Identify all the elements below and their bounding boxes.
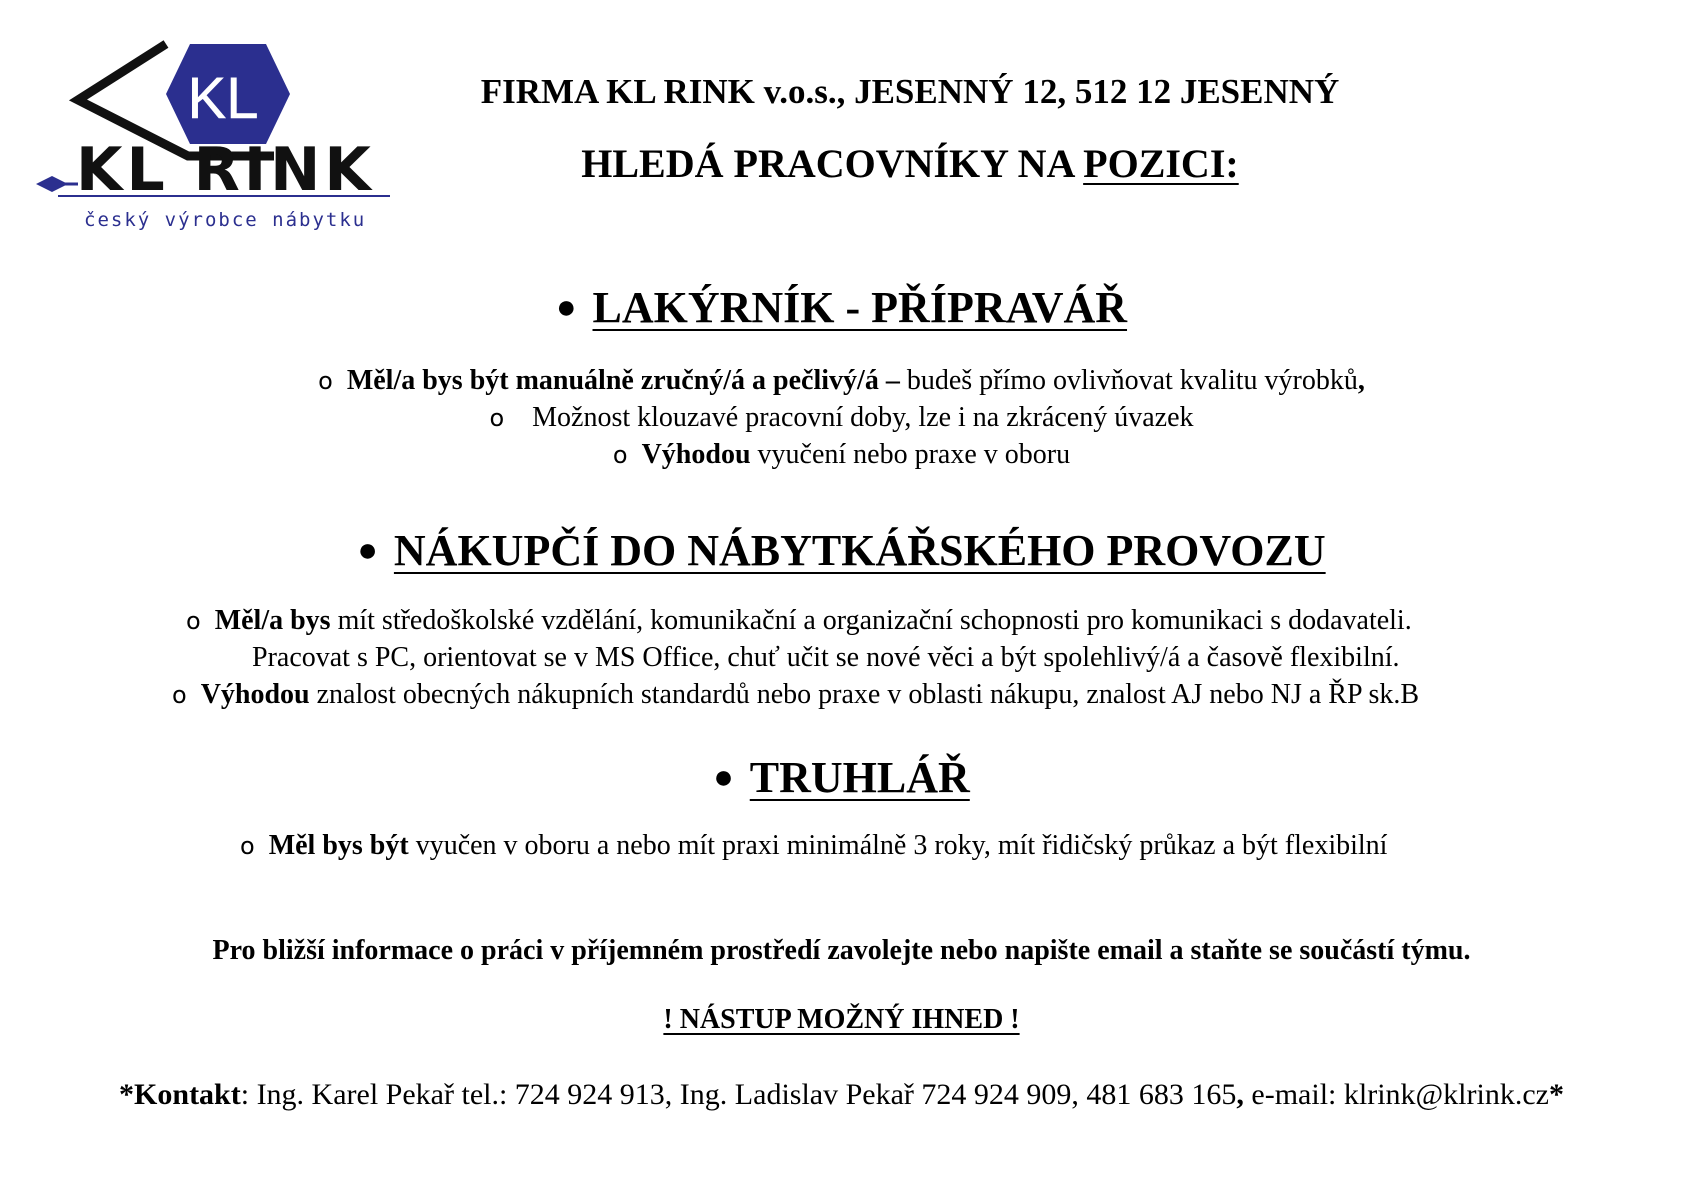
circle-bullet-icon: o — [318, 367, 333, 395]
info-text: Pro bližší informace o práci v příjemném prostředí zavolejte nebo napište email a staňte se součástí týmu. — [212, 935, 1471, 966]
company-address: FIRMA KL RINK v.o.s., JESENNÝ 12, 512 12 JESENNÝ — [480, 72, 1340, 111]
position-1-line-3: o Výhodou vyučení nebo praxe v oboru — [612, 439, 1071, 470]
logo-name: KL RINK — [76, 135, 375, 205]
circle-bullet-icon: o — [612, 441, 628, 469]
logo-monogram: KL — [187, 66, 259, 131]
circle-bullet-icon: o — [240, 832, 255, 860]
seeking-heading — [455, 140, 1365, 187]
company-logo — [18, 30, 418, 240]
bullet-icon: ● — [713, 759, 734, 796]
position-1-line-2: o Možnost klouzavé pracovní doby, lze i na zkrácený úvazek — [489, 402, 1194, 433]
position-1-line-1: o Měl/a bys být manuálně zručný/á a pečlivý/á – budeš přímo ovlivňovat kvalitu výrobků, — [318, 365, 1365, 396]
bullet-icon: ● — [357, 532, 378, 569]
position-3-line-1: o Měl bys být vyučen v oboru a nebo mít praxi minimálně 3 roky, mít řidičský průkaz a být flexibilní — [240, 830, 1388, 861]
position-title-2: ● NÁKUPČÍ DO NÁBYTKÁŘSKÉHO PROVOZU — [357, 526, 1326, 575]
circle-bullet-icon: o — [172, 681, 187, 709]
contact-email: e-mail: klrink@klrink.cz — [1243, 1078, 1549, 1111]
start-notice: ! NÁSTUP MOŽNÝ IHNED ! — [663, 1004, 1020, 1035]
contact-label: *Kontakt — [119, 1078, 241, 1111]
circle-bullet-icon: o — [186, 607, 201, 635]
bullet-icon: ● — [555, 289, 577, 326]
position-2-line-2: Pracovat s PC, orientovat se v MS Office, chuť učit se nové věci a být spolehlivý/á a časově flexibilní. — [252, 642, 1400, 673]
position-title-1: ● LAKÝRNÍK - PŘÍPRAVÁŘ — [555, 283, 1128, 332]
circle-bullet-icon: o — [489, 404, 505, 432]
position-2-line-1: o Měl/a bys mít středoškolské vzdělání, komunikační a organizační schopnosti pro komunikaci s dodavateli. — [186, 605, 1412, 636]
position-2-line-3: o Výhodou znalost obecných nákupních standardů nebo praxe v oblasti nákupu, znalost AJ nebo NJ a ŘP sk.B — [172, 679, 1420, 710]
seeking-prefix: HLEDÁ PRACOVNÍKY NA — [581, 141, 1084, 186]
seeking-underlined: POZICI: — [1083, 141, 1239, 186]
position-title-3: ● TRUHLÁŘ — [713, 753, 970, 802]
contact-line: *Kontakt: Ing. Karel Pekař tel.: 724 924 913, Ing. Ladislav Pekař 724 924 909, 481 683 165, e-mail: klrink@klrink.cz* — [119, 1078, 1564, 1111]
logo-tagline: český výrobce nábytku — [84, 209, 367, 231]
